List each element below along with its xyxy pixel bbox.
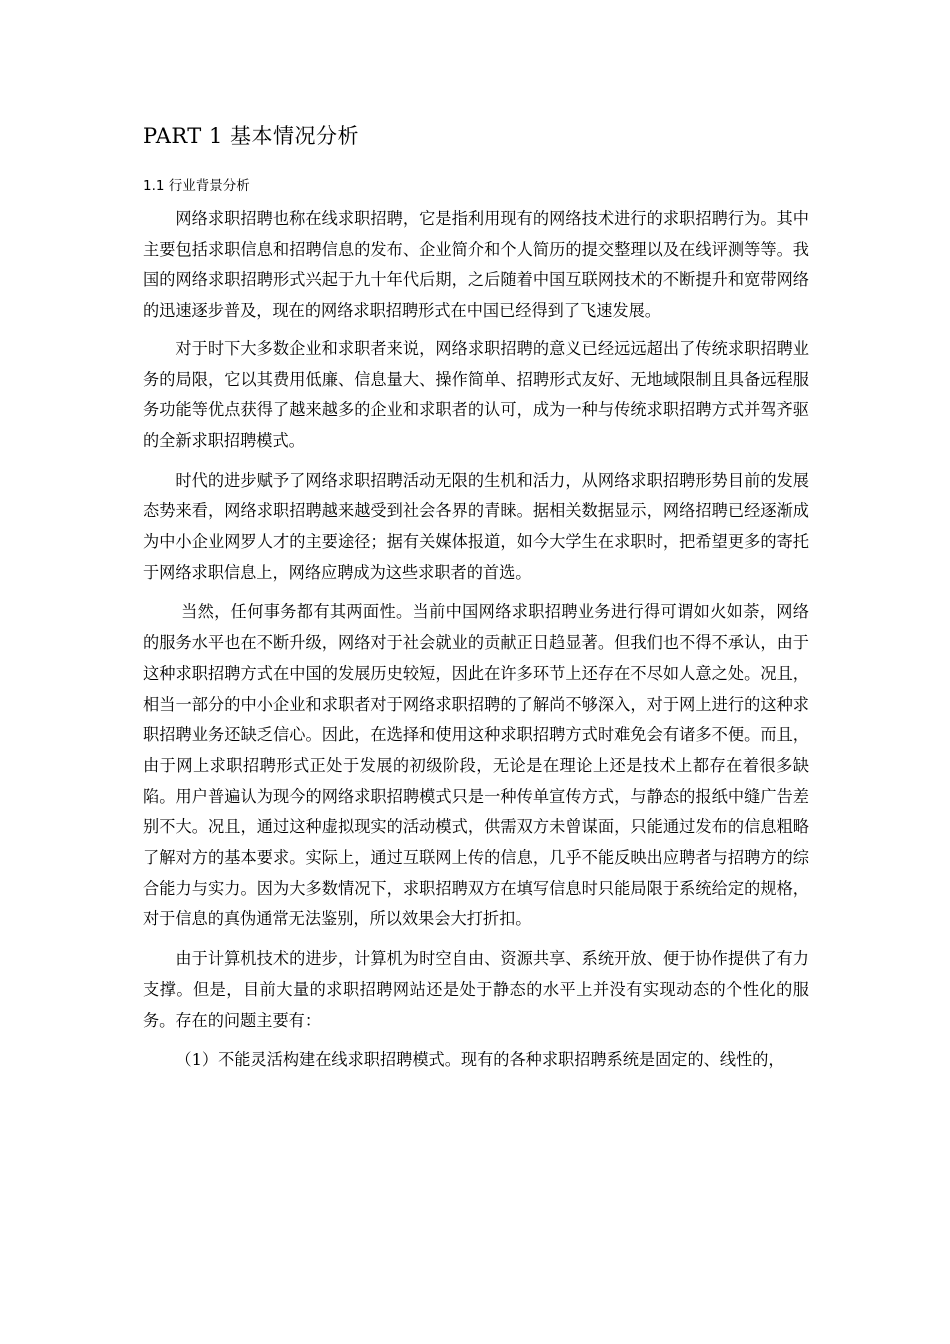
part-title: PART 1 基本情况分析 [143,124,360,148]
paragraph-4: 当然，任何事务都有其两面性。当前中国网络求职招聘业务进行得可谓如火如荼，网络的服务水平也在不断升级，网络对于社会就业的贡献正日趋显著。但我们也不得不承认，由于这种求职招聘方式在中国的发展历史较短，因此在许多环节上还存在不尽如人意之处。况且，相当一部分的中小企业和求职者对于网络求职招聘的了解尚不够深入，对于网上进行的这种求职招聘业务还缺乏信心。因此，在选择和使用这种求职招聘方式时难免会有诸多不便。而且，由于网上求职招聘形式正处于发展的初级阶段，无论是在理论上还是技术上都存在着很多缺陷。用户普遍认为现今的网络求职招聘模式只是一种传单宣传方式，与静态的报纸中缝广告差别不大。况且，通过这种虚拟现实的活动模式，供需双方未曾谋面，只能通过发布的信息粗略了解对方的基本要求。实际上，通过互联网上传的信息，几乎不能反映出应聘者与招聘方的综合能力与实力。因为大多数情况下，求职招聘双方在填写信息时只能局限于系统给定的规格，对于信息的真伪通常无法鉴别，所以效果会大打折扣。 [143,602,809,929]
paragraph-3: 时代的进步赋予了网络求职招聘活动无限的生机和活力，从网络求职招聘形势目前的发展态势来看，网络求职招聘越来越受到社会各界的青睐。据相关数据显示，网络招聘已经逐渐成为中小企业网罗人才的主要途径；据有关媒体报道，如今大学生在求职时，把希望更多的寄托于网络求职信息上，网络应聘成为这些求职者的首选。 [143,470,809,582]
document-body [143,118,809,1085]
paragraph-2: 对于时下大多数企业和求职者来说，网络求职招聘的意义已经远远超出了传统求职招聘业务的局限，它以其费用低廉、信息量大、操作简单、招聘形式友好、无地域限制且具备远程服务功能等优点获得了越来越多的企业和求职者的认可，成为一种与传统求职招聘方式并驾齐驱的全新求职招聘模式。 [143,338,809,450]
paragraph-5: 由于计算机技术的进步，计算机为时空自由、资源共享、系统开放、便于协作提供了有力支撑。但是，目前大量的求职招聘网站还是处于静态的水平上并没有实现动态的个性化的服务。存在的问题主要有： [143,949,809,1030]
section-title: 1.1 行业背景分析 [143,178,250,194]
paragraph-1: 网络求职招聘也称在线求职招聘，它是指利用现有的网络技术进行的求职招聘行为。其中主要包括求职信息和招聘信息的发布、企业简介和个人简历的提交整理以及在线评测等等。我国的网络求职招聘形式兴起于九十年代后期，之后随着中国互联网技术的不断提升和宽带网络的迅速逐步普及，现在的网络求职招聘形式在中国已经得到了飞速发展。 [143,209,809,321]
paragraph-6: （1）不能灵活构建在线求职招聘模式。现有的各种求职招聘系统是固定的、线性的， [175,1050,785,1070]
